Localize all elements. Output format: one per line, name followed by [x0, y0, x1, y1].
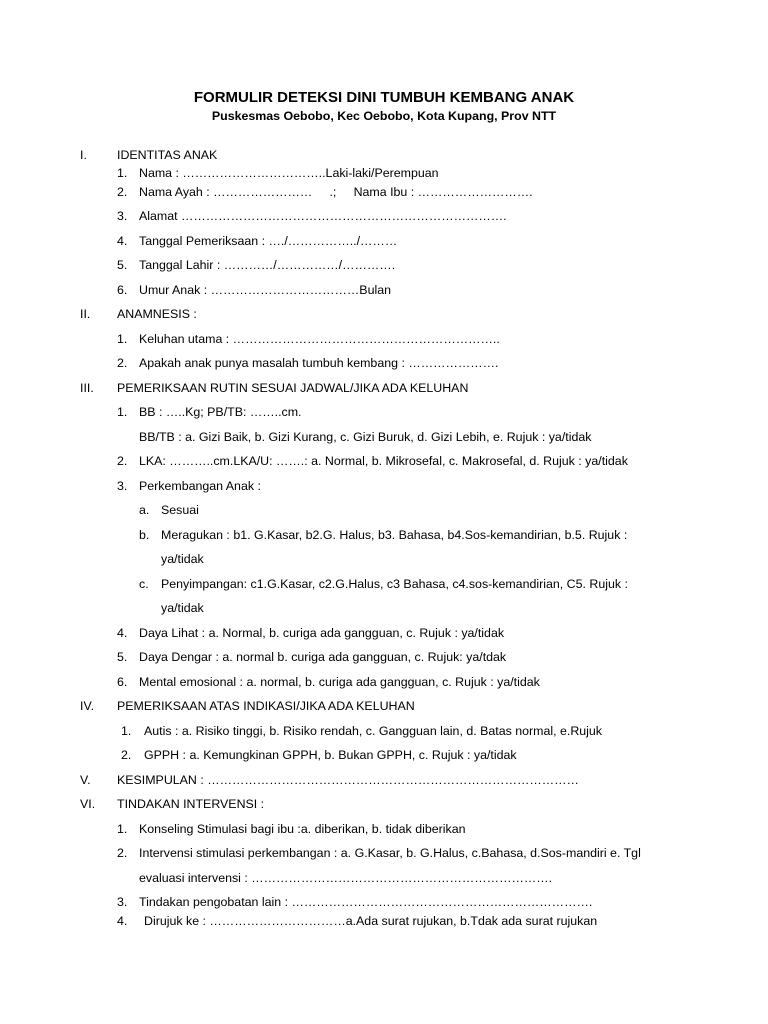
item-number: 2. — [121, 748, 132, 762]
field-nama: Nama : ……………………………..Laki-laki/Perempuan — [139, 166, 439, 180]
item-number: 4. — [117, 234, 128, 248]
sub-letter: b. — [139, 528, 150, 542]
item-number: 1. — [117, 166, 128, 180]
field-konseling-stimulasi: Konseling Stimulasi bagi ibu :a. diberikan, b. tidak diberikan — [139, 822, 466, 836]
item-number: 6. — [117, 675, 128, 689]
field-keluhan-utama: Keluhan utama : ……………………………………………………….. — [139, 332, 500, 346]
field-tanggal-lahir: Tanggal Lahir : …………/……………/…………. — [139, 258, 396, 272]
field-masalah-tumbuh-kembang: Apakah anak punya masalah tumbuh kembang : …………………. — [139, 356, 499, 370]
option-meragukan: Meragukan : b1. G.Kasar, b2.G. Halus, b3. Bahasa, b4.Sos-kemandirian, b.5. Rujuk : — [161, 528, 628, 542]
item-number: 6. — [117, 283, 128, 297]
field-dirujuk-ke: Dirujuk ke : ……………………………a.Ada surat rujukan, b.Tdak ada surat rujukan — [144, 914, 598, 928]
section-heading-pemeriksaan-rutin: PEMERIKSAAN RUTIN SESUAI JADWAL/JIKA ADA KELUHAN — [117, 381, 469, 395]
section-numeral-3: III. — [80, 381, 94, 395]
sub-letter: c. — [139, 577, 149, 591]
field-alamat: Alamat ……………………………………………………………………. — [139, 209, 507, 223]
form-subtitle: Puskesmas Oebobo, Kec Oebobo, Kota Kupang, Prov NTT — [211, 109, 557, 123]
field-bbtb-status: BB/TB : a. Gizi Baik, b. Gizi Kurang, c. Gizi Buruk, d. Gizi Lebih, e. Rujuk : ya/tidak — [139, 430, 592, 444]
field-intervensi-stimulasi: Intervensi stimulasi perkembangan : a. G.Kasar, b. G.Halus, c.Bahasa, d.Sos-mandiri e. Tgl — [139, 846, 641, 860]
field-nama-orangtua: Nama Ayah : …………………… .; Nama Ibu : ………………………. — [139, 185, 533, 199]
field-autis: Autis : a. Risiko tinggi, b. Risiko rendah, c. Gangguan lain, d. Batas normal, e.Rujuk — [144, 724, 602, 738]
section-numeral-4: IV. — [80, 699, 95, 713]
section-numeral-6: VI. — [80, 797, 96, 811]
section-numeral-5: V. — [80, 773, 91, 787]
item-number: 5. — [117, 650, 128, 664]
item-number: 1. — [117, 405, 128, 419]
section-heading-tindakan-intervensi: TINDAKAN INTERVENSI : — [117, 797, 265, 811]
section-heading-kesimpulan: KESIMPULAN : ……………………………………………………………………………… — [117, 773, 579, 787]
option-meragukan-cont: ya/tidak — [161, 552, 204, 566]
item-number: 4. — [117, 914, 128, 928]
item-number: 5. — [117, 258, 128, 272]
section-heading-identitas: IDENTITAS ANAK — [117, 148, 218, 162]
field-daya-dengar: Daya Dengar : a. normal b. curiga ada gangguan, c. Rujuk: ya/tdak — [139, 650, 507, 664]
item-number: 3. — [117, 895, 128, 909]
field-tanggal-pemeriksaan: Tanggal Pemeriksaan : …./……………../……… — [139, 234, 398, 248]
item-number: 4. — [117, 626, 128, 640]
field-tindakan-pengobatan: Tindakan pengobatan lain : ………………………………………………………………. — [139, 895, 593, 909]
field-perkembangan-anak: Perkembangan Anak : — [139, 479, 261, 493]
item-number: 2. — [117, 454, 128, 468]
section-numeral-2: II. — [80, 307, 91, 321]
item-number: 2. — [117, 356, 128, 370]
sub-letter: a. — [139, 503, 150, 517]
item-number: 3. — [117, 209, 128, 223]
item-number: 1. — [121, 724, 132, 738]
section-numeral-1: I. — [80, 148, 87, 162]
item-number: 2. — [117, 846, 128, 860]
item-number: 1. — [117, 822, 128, 836]
option-penyimpangan: Penyimpangan: c1.G.Kasar, c2.G.Halus, c3 Bahasa, c4.sos-kemandirian, C5. Rujuk : — [161, 577, 628, 591]
field-gpph: GPPH : a. Kemungkinan GPPH, b. Bukan GPPH, c. Rujuk : ya/tidak — [144, 748, 517, 762]
option-penyimpangan-cont: ya/tidak — [161, 601, 204, 615]
field-umur-anak: Umur Anak : ………………………………Bulan — [139, 283, 391, 297]
item-number: 2. — [117, 185, 128, 199]
option-sesuai: Sesuai — [161, 503, 199, 517]
section-heading-pemeriksaan-indikasi: PEMERIKSAAN ATAS INDIKASI/JIKA ADA KELUHAN — [117, 699, 415, 713]
field-lka: LKA: ………..cm.LKA/U: …….: a. Normal, b. Mikrosefal, c. Makrosefal, d. Rujuk : ya/tidak — [139, 454, 628, 468]
field-bb-pbtb: BB : …..Kg; PB/TB: ……..cm. — [139, 405, 302, 419]
field-mental-emosional: Mental emosional : a. normal, b. curiga ada gangguan, c. Rujuk : ya/tidak — [139, 675, 540, 689]
form-title: FORMULIR DETEKSI DINI TUMBUH KEMBANG ANAK — [193, 89, 575, 106]
field-daya-lihat: Daya Lihat : a. Normal, b. curiga ada gangguan, c. Rujuk : ya/tidak — [139, 626, 505, 640]
field-evaluasi-intervensi: evaluasi intervensi : ………………………………………………………………. — [139, 871, 553, 885]
item-number: 1. — [117, 332, 128, 346]
item-number: 3. — [117, 479, 128, 493]
section-heading-anamnesis: ANAMNESIS : — [117, 307, 197, 321]
